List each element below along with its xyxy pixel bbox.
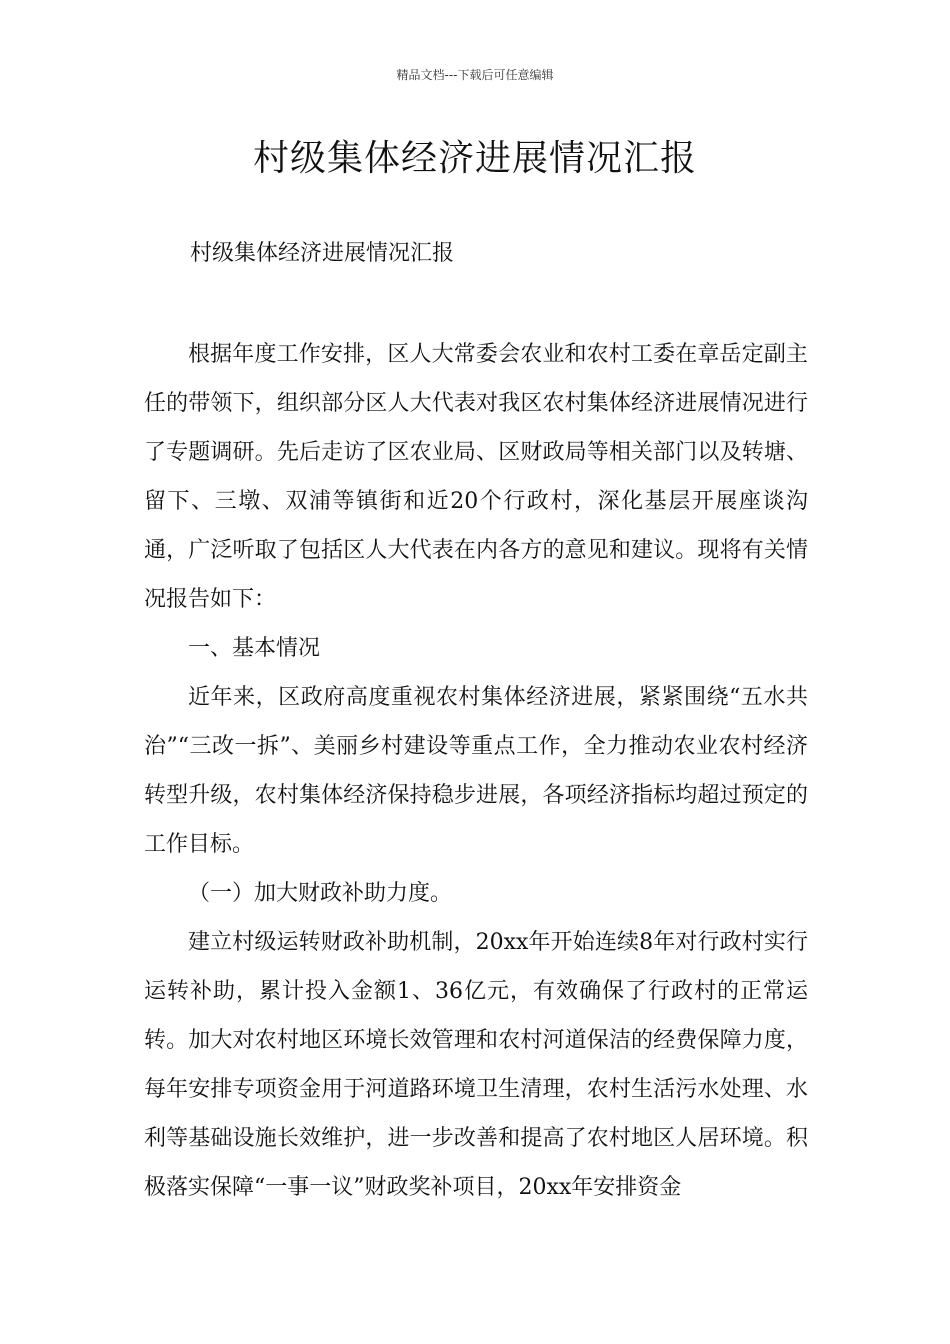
document-body bbox=[144, 330, 808, 1212]
document-title: 村级集体经济进展情况汇报 bbox=[252, 138, 697, 179]
subsection-heading: （一）加大财政补助力度。 bbox=[188, 881, 453, 906]
header-note: 精品文档---下载后可任意编辑 bbox=[396, 68, 554, 82]
section-heading: 一、基本情况 bbox=[188, 636, 321, 661]
paragraph-finance: 建立村级运转财政补助机制，20xx年开始连续8年对行政村实行运转补助，累计投入金额1、36亿元，有效确保了行政村的正常运转。加大对农村地区环境长效管理和农村河道保洁的经费保障力度，每年安排专项资金用于河道路环境卫生清理，农村生活污水处理、水利等基础设施长效维护，进一步改善和提高了农村地区人居环境。积极落实保障“一事一议”财政奖补项目，20xx年安排资金 bbox=[144, 930, 808, 1200]
document-subtitle: 村级集体经济进展情况汇报 bbox=[190, 241, 455, 266]
paragraph-intro: 根据年度工作安排，区人大常委会农业和农村工委在章岳定副主任的带领下，组织部分区人大代表对我区农村集体经济进展情况进行了专题调研。先后走访了区农业局、区财政局等相关部门以及转塘、留下、三墩、双浦等镇街和近20个行政村，深化基层开展座谈沟通，广泛听取了包括区人大代表在内各方的意见和建议。现将有关情况报告如下： bbox=[144, 342, 808, 612]
paragraph-overview: 近年来，区政府高度重视农村集体经济进展，紧紧围绕“五水共治”“三改一拆”、美丽乡村建设等重点工作，全力推动农业农村经济转型升级，农村集体经济保持稳步进展，各项经济指标均超过预定的工作目标。 bbox=[144, 685, 808, 857]
